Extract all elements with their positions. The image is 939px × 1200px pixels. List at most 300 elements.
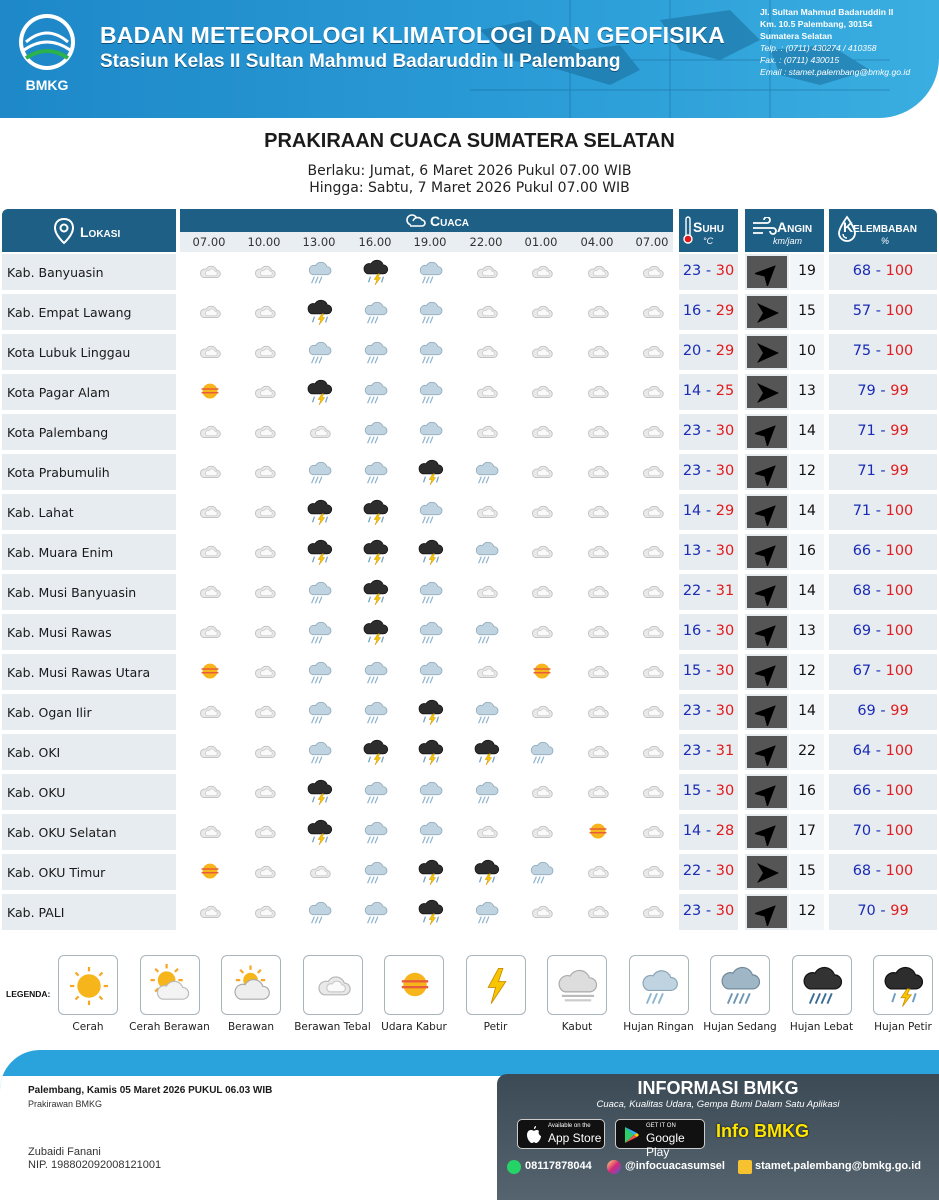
wind-speed: 15 bbox=[790, 294, 824, 330]
humidity-range: 66 - 100 bbox=[829, 534, 937, 570]
hujan-ringan-icon bbox=[306, 658, 336, 686]
weather-cells bbox=[180, 494, 673, 530]
temperature-range: 23 - 30 bbox=[679, 454, 738, 490]
humidity-range: 68 - 100 bbox=[829, 854, 937, 890]
wind-direction-north-east-icon bbox=[745, 414, 789, 450]
hujan-ringan-icon bbox=[362, 298, 392, 326]
humidity-range: 66 - 100 bbox=[829, 774, 937, 810]
berawan-tebal-icon bbox=[251, 738, 281, 766]
weather-cells bbox=[180, 334, 673, 370]
hujan-ringan-icon bbox=[417, 418, 447, 446]
temp-min: 23 bbox=[682, 703, 702, 719]
hujan-petir-icon bbox=[417, 898, 447, 926]
rh-min: 71 bbox=[857, 463, 876, 479]
email-icon bbox=[738, 1160, 752, 1174]
location-name: Kab. Musi Rawas bbox=[2, 614, 176, 650]
udara-kabur-icon bbox=[196, 858, 226, 886]
berawan-tebal-icon bbox=[639, 618, 669, 646]
rh-min: 68 bbox=[852, 263, 872, 279]
instagram-handle: @infocuacasumsel bbox=[625, 1160, 725, 1172]
time-label: 16.00 bbox=[358, 235, 392, 249]
temp-min: 15 bbox=[682, 783, 702, 799]
udara-kabur-icon bbox=[584, 818, 614, 846]
temp-min: 22 bbox=[682, 583, 702, 599]
temperature-range: 15 - 30 bbox=[679, 774, 738, 810]
berawan-tebal-icon bbox=[639, 458, 669, 486]
berawan-tebal-icon bbox=[528, 338, 558, 366]
table-row bbox=[0, 774, 939, 810]
berawan-tebal-icon bbox=[196, 538, 226, 566]
berawan-tebal-icon bbox=[584, 498, 614, 526]
temp-min: 14 bbox=[682, 383, 702, 399]
wind-speed: 13 bbox=[790, 614, 824, 650]
temperature-range: 13 - 30 bbox=[679, 534, 738, 570]
hujan-sedang-legend-icon bbox=[710, 955, 770, 1015]
location-name: Kab. Lahat bbox=[2, 494, 176, 530]
wind-direction-north-east-icon bbox=[745, 814, 789, 850]
cuaca-label: Cuaca bbox=[430, 213, 469, 229]
temperature-range: 14 - 29 bbox=[679, 494, 738, 530]
hujan-ringan-icon bbox=[473, 898, 503, 926]
humidity-range: 71 - 99 bbox=[829, 414, 937, 450]
berawan-tebal-icon bbox=[528, 538, 558, 566]
berawan-tebal-icon bbox=[584, 538, 614, 566]
berawan-tebal-icon bbox=[528, 618, 558, 646]
berawan-tebal-icon bbox=[639, 778, 669, 806]
temp-min: 16 bbox=[682, 303, 702, 319]
berawan-tebal-icon bbox=[584, 778, 614, 806]
column-header-angin bbox=[745, 209, 824, 252]
rh-max: 99 bbox=[890, 903, 909, 919]
rh-min: 64 bbox=[852, 743, 872, 759]
humidity-range: 64 - 100 bbox=[829, 734, 937, 770]
berawan-tebal-icon bbox=[639, 738, 669, 766]
wind-direction-north-east-icon bbox=[745, 494, 789, 530]
forecaster-nip: NIP. 198802092008121001 bbox=[28, 1159, 162, 1171]
lokasi-label: Lokasi bbox=[80, 224, 121, 240]
temp-min: 20 bbox=[682, 343, 702, 359]
hujan-ringan-icon bbox=[362, 458, 392, 486]
location-name: Kab. Ogan Ilir bbox=[2, 694, 176, 730]
suhu-label: Suhu bbox=[693, 219, 725, 235]
kelembaban-label: Kelembaban bbox=[843, 219, 917, 235]
berawan-tebal-icon bbox=[639, 338, 669, 366]
berawan-tebal-icon bbox=[639, 858, 669, 886]
wind-direction-north-east-icon bbox=[745, 574, 789, 610]
rh-min: 71 bbox=[857, 423, 876, 439]
hujan-ringan-icon bbox=[417, 818, 447, 846]
berawan-tebal-icon bbox=[196, 898, 226, 926]
forecaster-name: Zubaidi Fanani bbox=[28, 1146, 101, 1158]
udara-kabur-icon bbox=[528, 658, 558, 686]
wind-speed: 13 bbox=[790, 374, 824, 410]
legend-label-text: Udara Kabur bbox=[381, 1021, 447, 1033]
rh-max: 99 bbox=[890, 463, 909, 479]
temp-min: 23 bbox=[682, 743, 702, 759]
weather-cells bbox=[180, 854, 673, 890]
berawan-tebal-icon bbox=[251, 458, 281, 486]
berawan-legend-icon bbox=[221, 955, 281, 1015]
column-header-kelembaban bbox=[829, 209, 937, 252]
hujan-ringan-icon bbox=[362, 378, 392, 406]
table-row bbox=[0, 894, 939, 930]
temp-min: 23 bbox=[682, 463, 702, 479]
wind-speed: 16 bbox=[790, 774, 824, 810]
legend-label-text: Berawan Tebal bbox=[294, 1021, 371, 1033]
berawan-tebal-icon bbox=[639, 378, 669, 406]
weather-cells bbox=[180, 254, 673, 290]
temp-max: 30 bbox=[715, 703, 735, 719]
rh-min: 69 bbox=[857, 703, 876, 719]
google-play-small: GET IT ON bbox=[646, 1123, 676, 1129]
rh-min: 68 bbox=[852, 583, 872, 599]
hujan-ringan-icon bbox=[362, 698, 392, 726]
time-label: 13.00 bbox=[302, 235, 336, 249]
info-subtitle: Cuaca, Kualitas Udara, Gempa Bumi Dalam Satu Aplikasi bbox=[596, 1099, 840, 1110]
temp-max: 30 bbox=[715, 543, 735, 559]
berawan-tebal-icon bbox=[251, 418, 281, 446]
hujan-ringan-icon bbox=[306, 738, 336, 766]
berawan-tebal-icon bbox=[473, 658, 503, 686]
berawan-tebal-icon bbox=[251, 698, 281, 726]
berawan-tebal-icon bbox=[639, 498, 669, 526]
angin-label: Angin bbox=[777, 219, 813, 235]
time-row bbox=[180, 232, 673, 252]
temp-min: 23 bbox=[682, 263, 702, 279]
berawan-tebal-icon bbox=[528, 698, 558, 726]
humidity-range: 79 - 99 bbox=[829, 374, 937, 410]
berawan-tebal-icon bbox=[251, 498, 281, 526]
temperature-range: 23 - 31 bbox=[679, 734, 738, 770]
berawan-tebal-icon bbox=[584, 378, 614, 406]
humidity-range: 69 - 99 bbox=[829, 694, 937, 730]
hujan-ringan-icon bbox=[417, 658, 447, 686]
rh-max: 100 bbox=[885, 343, 914, 359]
temp-max: 31 bbox=[715, 743, 735, 759]
bmkg-logo bbox=[14, 12, 80, 94]
temp-max: 29 bbox=[715, 303, 735, 319]
rh-max: 100 bbox=[885, 503, 914, 519]
hujan-ringan-icon bbox=[417, 298, 447, 326]
berawan-tebal-icon bbox=[196, 778, 226, 806]
table-row bbox=[0, 374, 939, 410]
berawan-tebal-icon bbox=[639, 578, 669, 606]
berawan-tebal-icon bbox=[584, 858, 614, 886]
table-row bbox=[0, 854, 939, 890]
udara-kabur-legend-icon bbox=[384, 955, 444, 1015]
hujan-ringan-icon bbox=[417, 378, 447, 406]
location-name: Kab. OKU Timur bbox=[2, 854, 176, 890]
berawan-tebal-icon bbox=[584, 458, 614, 486]
hujan-ringan-icon bbox=[306, 898, 336, 926]
hujan-ringan-icon bbox=[417, 258, 447, 286]
berawan-tebal-icon bbox=[639, 698, 669, 726]
wind-speed: 14 bbox=[790, 494, 824, 530]
humidity-range: 69 - 100 bbox=[829, 614, 937, 650]
berawan-tebal-icon bbox=[196, 338, 226, 366]
instagram-icon bbox=[607, 1160, 621, 1174]
weather-cells bbox=[180, 894, 673, 930]
column-header-suhu bbox=[679, 209, 738, 252]
app-store-button[interactable] bbox=[517, 1119, 605, 1149]
time-label: 01.00 bbox=[524, 235, 558, 249]
berawan-tebal-icon bbox=[584, 578, 614, 606]
hujan-ringan-icon bbox=[528, 858, 558, 886]
udara-kabur-icon bbox=[196, 378, 226, 406]
humidity-range: 57 - 100 bbox=[829, 294, 937, 330]
hujan-lebat-legend-icon bbox=[792, 955, 852, 1015]
berawan-tebal-icon bbox=[196, 698, 226, 726]
legend-label-text: Berawan bbox=[227, 1021, 275, 1033]
location-name: Kab. OKU Selatan bbox=[2, 814, 176, 850]
berawan-tebal-icon bbox=[473, 378, 503, 406]
temp-max: 29 bbox=[715, 503, 735, 519]
berawan-tebal-icon bbox=[639, 418, 669, 446]
hujan-petir-icon bbox=[362, 258, 392, 286]
time-label: 07.00 bbox=[635, 235, 669, 249]
berawan-tebal-icon bbox=[584, 338, 614, 366]
berawan-tebal-icon bbox=[584, 658, 614, 686]
berawan-tebal-icon bbox=[473, 338, 503, 366]
rh-min: 68 bbox=[852, 863, 872, 879]
fax-line: Fax. : (0711) 430015 bbox=[760, 55, 840, 65]
google-play-label: Google Play bbox=[646, 1131, 685, 1159]
berawan-tebal-icon bbox=[196, 618, 226, 646]
hujan-ringan-icon bbox=[528, 738, 558, 766]
cerah-legend-icon bbox=[58, 955, 118, 1015]
rh-max: 100 bbox=[885, 863, 914, 879]
weather-cells bbox=[180, 294, 673, 330]
temp-max: 30 bbox=[715, 263, 735, 279]
hujan-ringan-icon bbox=[362, 818, 392, 846]
wind-direction-east-icon bbox=[745, 374, 789, 410]
page-title: PRAKIRAAN CUACA SUMATERA SELATAN bbox=[264, 130, 675, 152]
berawan-tebal-icon bbox=[639, 258, 669, 286]
berawan-tebal-icon bbox=[196, 258, 226, 286]
rh-min: 70 bbox=[852, 823, 872, 839]
rh-max: 99 bbox=[890, 703, 909, 719]
wind-direction-east-icon bbox=[745, 334, 789, 370]
table-row bbox=[0, 534, 939, 570]
wind-direction-north-east-icon bbox=[745, 894, 789, 930]
table-row bbox=[0, 494, 939, 530]
rh-max: 100 bbox=[885, 623, 914, 639]
suhu-unit: °C bbox=[703, 236, 714, 246]
berawan-tebal-icon bbox=[639, 298, 669, 326]
temp-max: 30 bbox=[715, 663, 735, 679]
app-store-small: Available on the bbox=[548, 1123, 591, 1129]
berawan-tebal-icon bbox=[584, 298, 614, 326]
hujan-ringan-icon bbox=[362, 778, 392, 806]
berawan-tebal-icon bbox=[251, 378, 281, 406]
wind-speed: 22 bbox=[790, 734, 824, 770]
rh-max: 100 bbox=[885, 543, 914, 559]
rh-min: 71 bbox=[852, 503, 872, 519]
hujan-ringan-icon bbox=[362, 858, 392, 886]
weather-icon bbox=[404, 212, 426, 230]
temp-min: 15 bbox=[682, 663, 702, 679]
weather-cells bbox=[180, 374, 673, 410]
temp-max: 30 bbox=[715, 903, 735, 919]
hujan-ringan-icon bbox=[417, 578, 447, 606]
berawan-tebal-icon bbox=[196, 498, 226, 526]
hujan-ringan-icon bbox=[473, 698, 503, 726]
legend-label-text: Hujan Ringan bbox=[623, 1021, 694, 1033]
berawan-tebal-icon bbox=[584, 618, 614, 646]
wind-speed: 12 bbox=[790, 654, 824, 690]
rh-max: 100 bbox=[885, 303, 914, 319]
whatsapp-icon bbox=[507, 1160, 521, 1174]
table-row bbox=[0, 334, 939, 370]
hujan-ringan-icon bbox=[417, 338, 447, 366]
berawan-tebal-icon bbox=[251, 658, 281, 686]
hujan-petir-icon bbox=[417, 698, 447, 726]
temperature-range: 22 - 30 bbox=[679, 854, 738, 890]
temperature-range: 23 - 30 bbox=[679, 694, 738, 730]
temp-min: 22 bbox=[682, 863, 702, 879]
hujan-ringan-icon bbox=[473, 618, 503, 646]
table-row bbox=[0, 414, 939, 450]
wind-direction-north-east-icon bbox=[745, 654, 789, 690]
berawan-tebal-icon bbox=[196, 578, 226, 606]
email-line: Email : stamet.palembang@bmkg.go.id bbox=[760, 67, 911, 77]
whatsapp-number: 08117878044 bbox=[525, 1160, 592, 1172]
rh-max: 100 bbox=[885, 783, 914, 799]
weather-cells bbox=[180, 534, 673, 570]
temperature-range: 16 - 30 bbox=[679, 614, 738, 650]
temp-max: 30 bbox=[715, 783, 735, 799]
udara-kabur-icon bbox=[196, 658, 226, 686]
hujan-petir-icon bbox=[362, 618, 392, 646]
temperature-range: 15 - 30 bbox=[679, 654, 738, 690]
location-name: Kab. Musi Rawas Utara bbox=[2, 654, 176, 690]
hujan-petir-icon bbox=[362, 538, 392, 566]
legend-label-text: Hujan Petir bbox=[874, 1021, 932, 1033]
hujan-ringan-icon bbox=[306, 458, 336, 486]
hujan-ringan-icon bbox=[306, 618, 336, 646]
rh-min: 66 bbox=[852, 783, 872, 799]
rh-max: 100 bbox=[885, 263, 914, 279]
table-row bbox=[0, 814, 939, 850]
berawan-tebal-icon bbox=[528, 498, 558, 526]
time-label: 22.00 bbox=[469, 235, 503, 249]
wind-direction-north-east-icon bbox=[745, 774, 789, 810]
humidity-range: 67 - 100 bbox=[829, 654, 937, 690]
wind-speed: 14 bbox=[790, 574, 824, 610]
berawan-tebal-icon bbox=[639, 898, 669, 926]
wind-speed: 14 bbox=[790, 414, 824, 450]
info-bmkg-app-name: Info BMKG bbox=[716, 1121, 809, 1141]
hujan-petir-icon bbox=[417, 538, 447, 566]
issued-text: Palembang, Kamis 05 Maret 2026 PUKUL 06.03 WIB bbox=[28, 1085, 273, 1096]
berawan-tebal-icon bbox=[528, 778, 558, 806]
hujan-petir-icon bbox=[362, 738, 392, 766]
rh-min: 69 bbox=[852, 623, 872, 639]
berawan-tebal-icon bbox=[251, 778, 281, 806]
address-line: Jl. Sultan Mahmud Badaruddin II bbox=[760, 7, 894, 17]
weather-cells bbox=[180, 454, 673, 490]
berawan-tebal-icon bbox=[251, 618, 281, 646]
column-header-lokasi bbox=[2, 209, 176, 252]
rh-min: 66 bbox=[852, 543, 872, 559]
weather-cells bbox=[180, 694, 673, 730]
berawan-tebal-icon bbox=[584, 698, 614, 726]
berawan-tebal-icon bbox=[251, 538, 281, 566]
table-row bbox=[0, 734, 939, 770]
rh-max: 100 bbox=[885, 743, 914, 759]
berawan-tebal-icon bbox=[528, 298, 558, 326]
berawan-tebal-icon bbox=[306, 418, 336, 446]
berawan-tebal-icon bbox=[528, 458, 558, 486]
google-play-button[interactable] bbox=[615, 1119, 705, 1159]
temp-max: 30 bbox=[715, 423, 735, 439]
temperature-range: 23 - 30 bbox=[679, 414, 738, 450]
berawan-tebal-icon bbox=[196, 418, 226, 446]
berawan-tebal-icon bbox=[251, 338, 281, 366]
location-name: Kota Pagar Alam bbox=[2, 374, 176, 410]
legend-label-text: Petir bbox=[483, 1021, 508, 1033]
berawan-tebal-icon bbox=[528, 818, 558, 846]
legend-label-text: Cerah Berawan bbox=[129, 1021, 210, 1033]
cerah-berawan-legend-icon bbox=[140, 955, 200, 1015]
legend-label-text: Hujan Lebat bbox=[789, 1021, 854, 1033]
rh-max: 100 bbox=[885, 823, 914, 839]
info-bmkg-panel bbox=[497, 1074, 939, 1200]
hujan-petir-legend-icon bbox=[873, 955, 933, 1015]
hujan-ringan-icon bbox=[473, 538, 503, 566]
temperature-range: 23 - 30 bbox=[679, 894, 738, 930]
weather-cells bbox=[180, 574, 673, 610]
humidity-range: 68 - 100 bbox=[829, 254, 937, 290]
rh-min: 67 bbox=[852, 663, 872, 679]
temp-max: 31 bbox=[715, 583, 735, 599]
wind-direction-east-icon bbox=[745, 854, 789, 890]
berawan-tebal-icon bbox=[473, 818, 503, 846]
wind-speed: 12 bbox=[790, 894, 824, 930]
wind-speed: 14 bbox=[790, 694, 824, 730]
location-name: Kab. OKI bbox=[2, 734, 176, 770]
hujan-ringan-icon bbox=[306, 578, 336, 606]
berawan-tebal-icon bbox=[251, 298, 281, 326]
wind-direction-north-east-icon bbox=[745, 254, 789, 290]
hujan-petir-icon bbox=[473, 858, 503, 886]
temperature-range: 16 - 29 bbox=[679, 294, 738, 330]
location-name: Kab. Empat Lawang bbox=[2, 294, 176, 330]
berawan-tebal-icon bbox=[528, 418, 558, 446]
apple-icon bbox=[526, 1126, 542, 1144]
table-row bbox=[0, 694, 939, 730]
rh-min: 75 bbox=[852, 343, 872, 359]
legend-label-text: Hujan Sedang bbox=[703, 1021, 777, 1033]
info-email: stamet.palembang@bmkg.go.id bbox=[755, 1160, 921, 1172]
berawan-tebal-icon bbox=[584, 418, 614, 446]
rh-max: 100 bbox=[885, 663, 914, 679]
hujan-ringan-icon bbox=[306, 258, 336, 286]
google-play-icon bbox=[624, 1126, 640, 1144]
berawan-tebal-icon bbox=[528, 258, 558, 286]
weather-cells bbox=[180, 414, 673, 450]
temp-min: 16 bbox=[682, 623, 702, 639]
hujan-petir-icon bbox=[417, 738, 447, 766]
rh-min: 70 bbox=[857, 903, 876, 919]
weather-cells bbox=[180, 654, 673, 690]
temp-max: 30 bbox=[715, 463, 735, 479]
station-name: Stasiun Kelas II Sultan Mahmud Badaruddin II Palembang bbox=[100, 51, 621, 72]
berawan-tebal-icon bbox=[196, 818, 226, 846]
hujan-petir-icon bbox=[306, 538, 336, 566]
weather-cells bbox=[180, 814, 673, 850]
wind-direction-north-east-icon bbox=[745, 614, 789, 650]
